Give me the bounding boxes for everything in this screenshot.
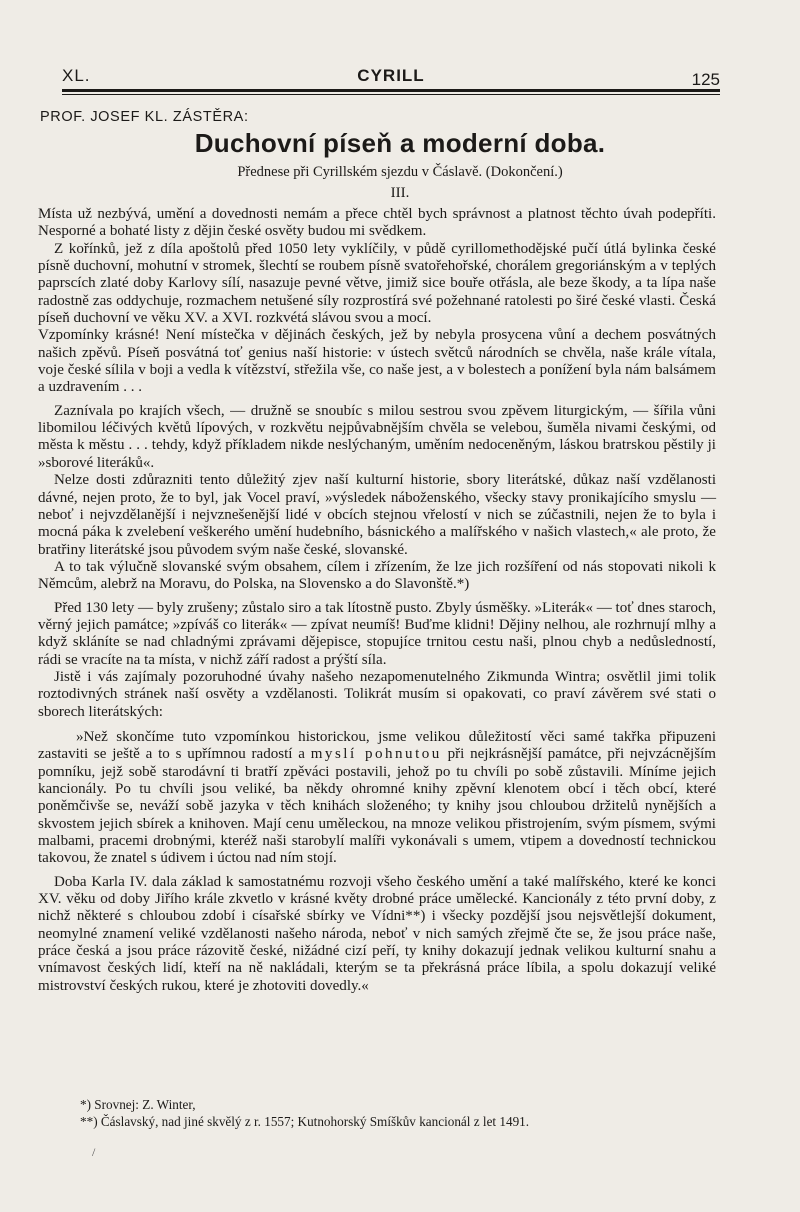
paragraph-2: Z kořínků, jež z díla apoštolů před 1050 lety vyklíčily, v půdě cyrillomethodějské pučí útlá bylinka české písně duchovní, mohutní v stromek, šlechtí se roubem písně svatořehořské, chorálem gregoriánským a v teplých paprscích zlaté doby Karlovy sílí, nasazuje pevné větve, jimiž sice bouře otřásla, ale beze škody, a ta lípa naše radostně zas oddychuje, rozmachem netušené síly rozprostírá své požehnané ratolesti po širé české vlasti. Česká píseň duchovní ve věku XV. a XVI. rozkvétá slávou svou a mocí. — [38, 240, 716, 327]
paragraph-6: A to tak výlučně slovanské svým obsahem, cílem i zřízením, že lze jich rozšíření od nás stopovati nikoli k Němcům, alebrž na Moravu, do Polska, na Slovensko a do Slavonště.*) — [38, 558, 716, 593]
article-body — [38, 206, 716, 995]
paragraph-10: Doba Karla IV. dala základ k samostatnému rozvoji všeho českého umění a také malířského, které ke konci XV. věku od doby Jiřího krále zkvetlo v krásné květy drobné práce umělecké. Kancionály z této první doby, z nichž některé s chloubou zdobí i císařské sbírky ve Vídni**) i všecky pozdější jsou nejsvětlejší dokument, neomylné znamení veliké vzdělanosti našeho národa, neboť v nich samých zřejmě čte se, že jsou práce naše, práce česká a jsou práce rázovitě české, nižádné cizí peří, ty knihy dokazují jednak velikou kulturní snahu a vnímavost českých lidí, kteří na ně nakládali, kterým se ta překrásná práce líbila, a spolu dokazují veliké mistrovství českých rukou, které je zhotoviti dovedly.« — [38, 873, 716, 994]
section-number: III. — [390, 185, 410, 201]
paragraph-1: Místa už nezbývá, umění a dovednosti nemám a přece chtěl bych správnost a platnost těchto úvah podepříti. Nesporné a bohaté listy z dějin české osvěty budou mi svědkem. — [38, 206, 716, 240]
footnotes — [80, 1096, 680, 1130]
paragraph-7: Před 130 lety — byly zrušeny; zůstalo siro a tak lítostně pusto. Zbyly úsměšky. »Literák« — toť dnes staroch, věrný jejich památce; »zpíváš co literák« — zpívat neumíš! Buďme klidni! Dějiny nelhou, ale rozhrnují mlhy a když skláníte se nad chladnými zprávami dějepisce, stopujíce trnitou cestu naši, plnou chyb a nedůsledností, rádi se vracíte na ta místa, v nichž září radost a prýští síla. — [38, 599, 716, 668]
paragraph-5: Nelze dosti zdůrazniti tento důležitý zjev naší kulturní historie, sbory literátské, důkaz naší vzdělanosti dávné, nejen proto, že to byl, jak Vocel praví, »výsledek náboženského, všecky stavy pronikajícího smyslu — neboť i nejvzdělanější i nejvznešenější lidé v obcích stejnou vřelostí v nich se zúčastnili, nejen že to byla i mocná páka k zvelebení veškerého umění hudebního, básnického a malířského v našich vlastech,« ale proto, že bratřiny literátské jsou původem svým naše české, slovanské. — [38, 472, 716, 558]
article-author: PROF. JOSEF KL. ZÁSTĚRA: — [40, 109, 249, 125]
footnote-2: **) Čáslavský, nad jiné skvělý z r. 1557; Kutnohorský Smíškův kancionál z let 1491. — [80, 1114, 530, 1129]
quote-spaced-emphasis: myslí pohnutou — [310, 746, 442, 763]
paragraph-4: Zaznívala po krajích všech, — družně se snoubíc s milou sestrou svou zpěvem liturgickým, — šířila vůni libomilou léčivých květů lípových, v rozkvětu nejpůvabnějším chvěla se velebou, šuměla nivami českými, od města k městu . . . tehdy, když příkladem nikde neslýchaným, uměním nedoceněným, láskou bratrskou pěstily ji »sborové literáků«. — [38, 402, 716, 471]
header-rule-thick — [62, 89, 720, 92]
footnote-1: *) Srovnej: Z. Winter, — [80, 1097, 196, 1112]
quote-text-start: »Než skončíme tuto vzpomínkou historickou, jsme velikou důležitostí věci samé takřka připuzeni zastaviti se ještě a to s upřímnou radostí a — [38, 728, 716, 763]
page-number: 125 — [691, 70, 720, 89]
running-head — [62, 66, 720, 90]
quote-text-end: při nejkrásnější památce, při nejvzácnějším pomníku, jejž sobě starodávní ti bratří zpěváci postavili, jehož po tu chvíli po sobě zůstavili. Míníme jejich kancionály. Po tu chvíli jsou veliké, ba někdy ohromné knihy zpěvní klenotem obcí i těch obcí, které poněmčivše se, neváží sobě jazyka v těch knihách složeného; ty knihy jsou chloubou držitelů nynějších a skvostem jejich sbírek a knihoven. Mají cenu uměleckou, na mnoze velikou přistrojením, svým písmem, svými malbami, pracemi drobnými, kteréž naši starobylí malíři vykonávali s umem, vtipem a dovedností technickou takovou, že znatel s údivem i úctou nad ním stojí. — [38, 746, 716, 867]
quotation-paragraph — [38, 729, 716, 868]
stray-mark: / — [92, 1145, 96, 1159]
article-subtitle: Přednese při Cyrillském sjezdu v Čáslavě. (Dokončení.) — [237, 164, 563, 180]
article-title: Duchovní píseň a moderní doba. — [194, 128, 606, 158]
volume-number: XL. — [62, 66, 91, 85]
header-rule-thin — [62, 94, 720, 95]
journal-name: CYRILL — [357, 66, 425, 85]
paragraph-3: Vzpomínky krásné! Není místečka v dějinách českých, jež by nebyla prosycena vůní a dechem posvátných našich zpěvů. Píseň posvátná toť genius naší historie: v ústech světců národních se chvěla, naše krále vítala, voje české sílila v boji a vedla k vítězství, střežila vše, co naše jest, a v bolestech a ponížení byla nám balsámem a uzdravením . . . — [38, 327, 716, 396]
paragraph-8: Jistě i vás zajímaly pozoruhodné úvahy našeho nezapomenutelného Zikmunda Wintra; osvětlil jimi tolik roztodivných stránek naší osvěty a vzdělanosti. Tolikrát musím si opakovati, co praví závěrem své stati o sborech literátských: — [38, 668, 716, 720]
